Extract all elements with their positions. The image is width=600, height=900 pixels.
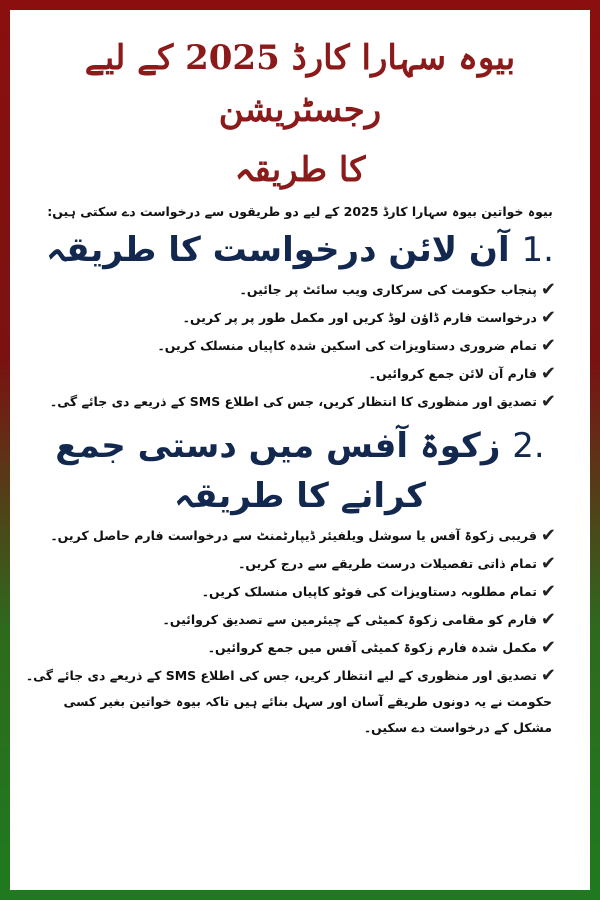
title-line-1: بیوہ سہارا کارڈ 2025 کے لیے رجسٹریشن	[84, 38, 516, 130]
check-icon: ✔	[540, 609, 556, 630]
list-item	[24, 555, 576, 573]
step-text: پنجاب حکومت کی سرکاری ویب سائٹ پر جائیں۔	[239, 282, 537, 297]
step-text: قریبی زکوۃ آفس یا سوشل ویلفیئر ڈیپارٹمنٹ سے درخواست فارم حاصل کریں۔	[50, 528, 537, 543]
list-item	[24, 365, 576, 383]
step-text: تمام مطلوبہ دستاویزات کی فوٹو کاپیاں منسلک کریں۔	[201, 584, 537, 599]
step-text: تصدیق اور منظوری کا انتظار کریں، جس کی اطلاع SMS کے ذریعے دی جائے گی۔	[49, 394, 537, 409]
section-1-steps	[24, 281, 576, 411]
list-item	[24, 639, 576, 657]
check-icon: ✔	[540, 581, 556, 602]
list-item	[24, 611, 576, 629]
step-text: فارم آن لائن جمع کروائیں۔	[368, 366, 537, 381]
check-icon: ✔	[540, 525, 556, 546]
step-text: تصدیق اور منظوری کے لیے انتظار کریں، جس کی اطلاع SMS کے ذریعے دی جائے گی۔	[25, 668, 537, 683]
page-title	[24, 32, 576, 196]
check-icon: ✔	[540, 335, 556, 356]
step-text: درخواست فارم ڈاؤن لوڈ کریں اور مکمل طور پر پر کریں۔	[182, 310, 537, 325]
list-item	[24, 667, 576, 685]
section-2-title-line-1: زکوۃ آفس میں دستی جمع	[55, 426, 501, 466]
list-item	[24, 527, 576, 545]
section-2-heading	[24, 421, 576, 521]
check-icon: ✔	[540, 637, 556, 658]
section-2-number: 2.	[512, 426, 545, 466]
closing-note: حکومت نے یہ دونوں طریقے آسان اور سہل بنائے ہیں تاکہ بیوہ خواتین بغیر کسی مشکل کے درخواست دے سکیں۔	[63, 694, 552, 735]
intro-text: بیوہ خواتین بیوہ سہارا کارڈ 2025 کے لیے دو طریقوں سے درخواست دے سکتی ہیں:	[47, 204, 553, 219]
step-text: تمام ضروری دستاویزات کی اسکین شدہ کاپیاں منسلک کریں۔	[157, 338, 537, 353]
section-1-title: آن لائن درخواست کا طریقہ	[46, 230, 510, 270]
check-icon: ✔	[540, 279, 556, 300]
list-item	[24, 583, 576, 601]
section-1-number: 1.	[521, 230, 554, 270]
check-icon: ✔	[540, 307, 556, 328]
list-item	[24, 309, 576, 327]
list-item	[24, 337, 576, 355]
step-text: تمام ذاتی تفصیلات درست طریقے سے درج کریں۔	[238, 556, 537, 571]
check-icon: ✔	[540, 363, 556, 384]
section-2-steps	[24, 527, 576, 685]
check-icon: ✔	[540, 553, 556, 574]
check-icon: ✔	[540, 665, 556, 686]
content-panel	[10, 10, 590, 890]
list-item	[24, 281, 576, 299]
step-text: فارم کو مقامی زکوۃ کمیٹی کے چیئرمین سے تصدیق کروائیں۔	[162, 612, 537, 627]
step-text: مکمل شدہ فارم زکوۃ کمیٹی آفس میں جمع کروائیں۔	[207, 640, 537, 655]
list-item	[24, 393, 576, 411]
section-2-title-line-2: کرانے کا طریقہ	[174, 476, 426, 516]
check-icon: ✔	[540, 391, 556, 412]
title-line-2: کا طریقہ	[234, 150, 366, 190]
section-1-heading	[24, 225, 576, 275]
